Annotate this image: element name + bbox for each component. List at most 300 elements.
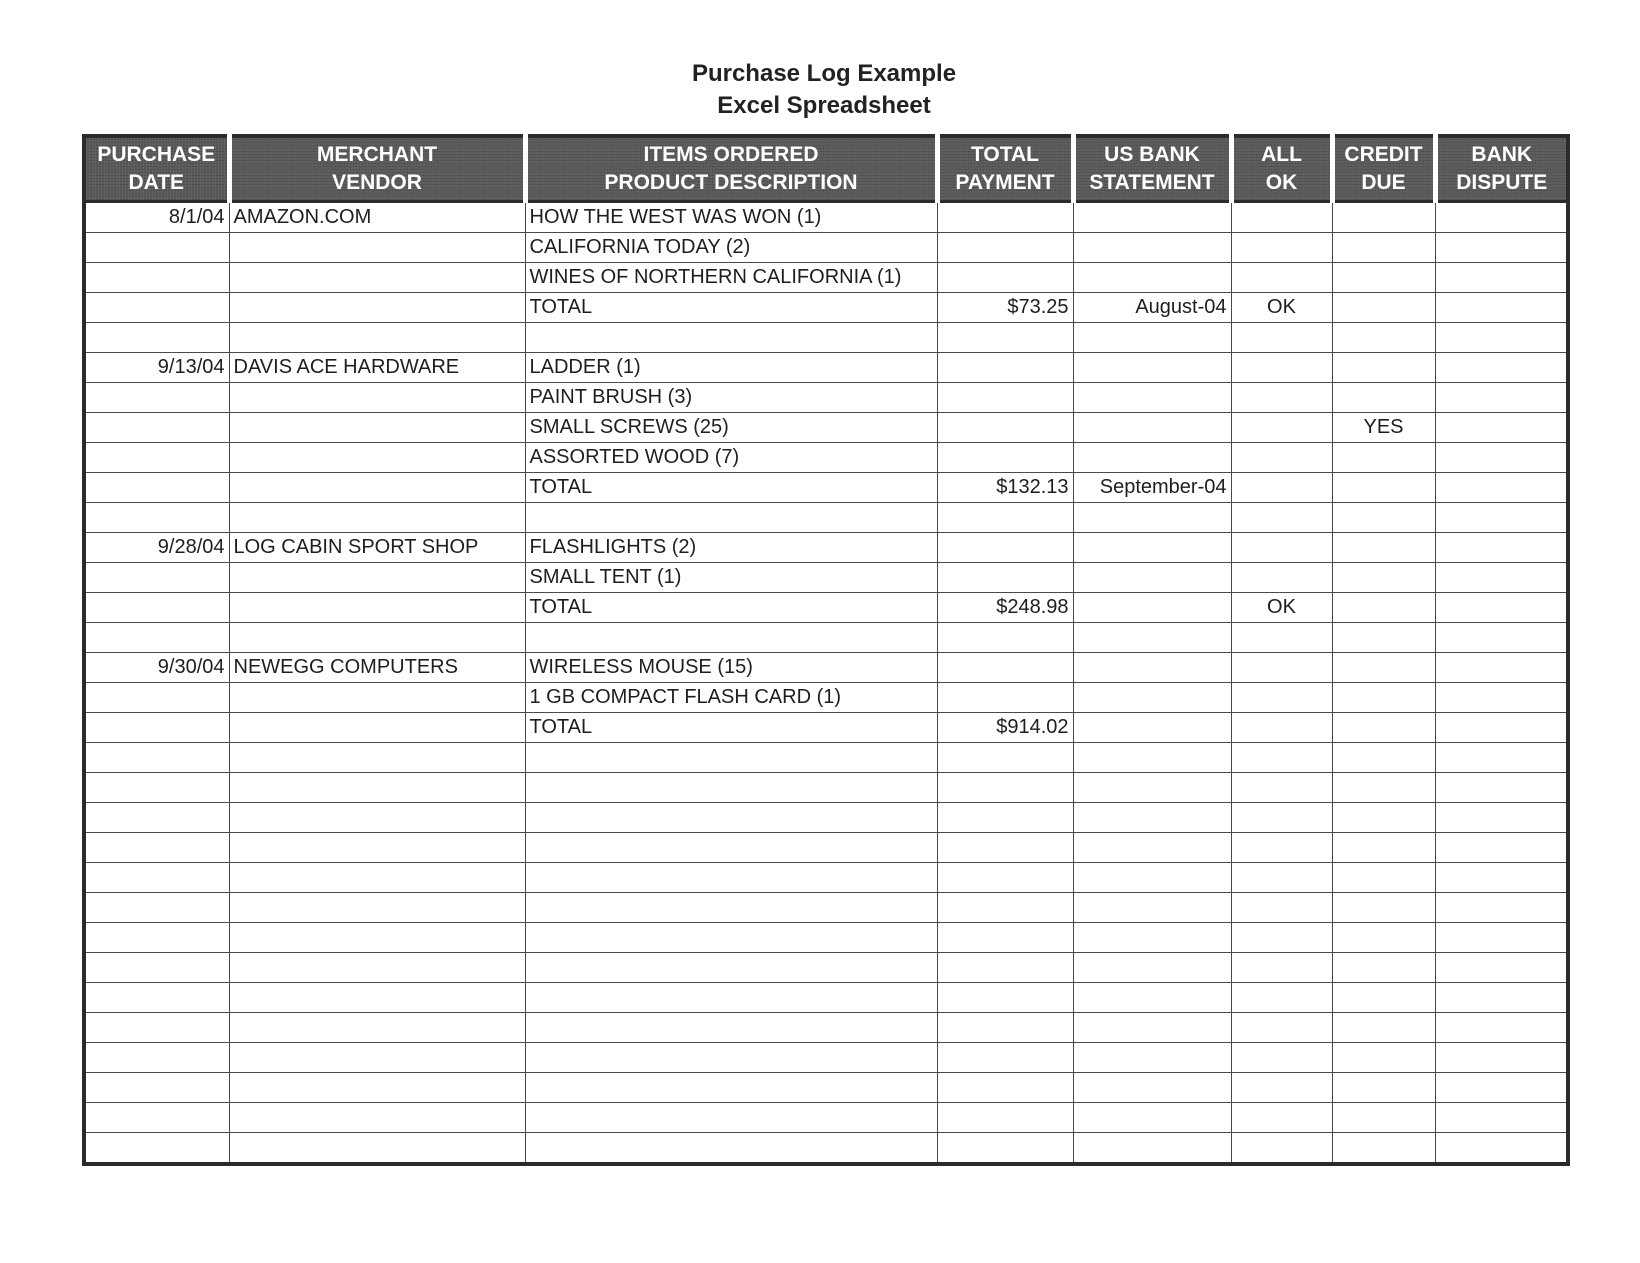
cell-credit xyxy=(1332,863,1435,893)
cell-dispute xyxy=(1435,323,1568,353)
cell-date xyxy=(84,893,229,923)
cell-dispute xyxy=(1435,803,1568,833)
column-header-line1: ITEMS ORDERED xyxy=(643,143,819,166)
cell-payment xyxy=(937,953,1073,983)
cell-dispute xyxy=(1435,893,1568,923)
cell-payment xyxy=(937,353,1073,383)
cell-date xyxy=(84,1013,229,1043)
cell-items xyxy=(525,743,937,773)
cell-credit xyxy=(1332,653,1435,683)
column-header-dispute xyxy=(1435,136,1568,202)
cell-vendor: LOG CABIN SPORT SHOP xyxy=(229,533,525,563)
cell-dispute xyxy=(1435,533,1568,563)
cell-items: SMALL TENT (1) xyxy=(525,563,937,593)
cell-ok xyxy=(1231,683,1332,713)
table-row xyxy=(84,653,1568,683)
cell-dispute xyxy=(1435,623,1568,653)
cell-credit xyxy=(1332,953,1435,983)
cell-items xyxy=(525,1013,937,1043)
cell-vendor xyxy=(229,293,525,323)
cell-credit xyxy=(1332,773,1435,803)
cell-credit xyxy=(1332,353,1435,383)
cell-ok xyxy=(1231,503,1332,533)
cell-vendor: NEWEGG COMPUTERS xyxy=(229,653,525,683)
cell-date: 9/13/04 xyxy=(84,353,229,383)
cell-dispute xyxy=(1435,743,1568,773)
cell-date xyxy=(84,413,229,443)
cell-bank xyxy=(1073,713,1231,743)
cell-vendor xyxy=(229,863,525,893)
cell-bank xyxy=(1073,353,1231,383)
cell-bank xyxy=(1073,413,1231,443)
table-row xyxy=(84,233,1568,263)
cell-items: TOTAL xyxy=(525,293,937,323)
cell-credit xyxy=(1332,533,1435,563)
cell-credit xyxy=(1332,1013,1435,1043)
cell-payment: $248.98 xyxy=(937,593,1073,623)
cell-bank xyxy=(1073,1073,1231,1103)
column-header-line2: OK xyxy=(1265,171,1298,194)
column-header-line1: PURCHASE xyxy=(97,143,216,166)
cell-vendor xyxy=(229,233,525,263)
cell-items xyxy=(525,1103,937,1133)
cell-payment: $132.13 xyxy=(937,473,1073,503)
cell-items xyxy=(525,1133,937,1165)
cell-date xyxy=(84,683,229,713)
table-row xyxy=(84,683,1568,713)
cell-items xyxy=(525,1043,937,1073)
cell-payment xyxy=(937,833,1073,863)
cell-bank xyxy=(1073,1013,1231,1043)
table-row xyxy=(84,383,1568,413)
cell-bank xyxy=(1073,953,1231,983)
table-row xyxy=(84,923,1568,953)
cell-bank xyxy=(1073,233,1231,263)
cell-date xyxy=(84,743,229,773)
cell-payment xyxy=(937,893,1073,923)
cell-payment xyxy=(937,1013,1073,1043)
cell-payment xyxy=(937,233,1073,263)
cell-ok: OK xyxy=(1231,293,1332,323)
cell-ok xyxy=(1231,953,1332,983)
cell-credit xyxy=(1332,263,1435,293)
cell-date xyxy=(84,713,229,743)
cell-dispute xyxy=(1435,1073,1568,1103)
cell-ok xyxy=(1231,1073,1332,1103)
column-header-line1: MERCHANT xyxy=(316,143,438,166)
cell-items xyxy=(525,773,937,803)
cell-items xyxy=(525,983,937,1013)
cell-dispute xyxy=(1435,503,1568,533)
cell-ok xyxy=(1231,803,1332,833)
table-row xyxy=(84,563,1568,593)
table-row xyxy=(84,623,1568,653)
cell-date xyxy=(84,263,229,293)
column-header-line1: US BANK xyxy=(1104,143,1200,166)
table-body xyxy=(84,202,1568,1165)
cell-vendor xyxy=(229,323,525,353)
table-row xyxy=(84,863,1568,893)
cell-payment xyxy=(937,803,1073,833)
cell-payment xyxy=(937,1043,1073,1073)
cell-date xyxy=(84,383,229,413)
cell-credit xyxy=(1332,593,1435,623)
cell-items: HOW THE WEST WAS WON (1) xyxy=(525,202,937,233)
cell-items xyxy=(525,623,937,653)
cell-date xyxy=(84,773,229,803)
cell-bank xyxy=(1073,923,1231,953)
cell-bank xyxy=(1073,653,1231,683)
cell-payment xyxy=(937,983,1073,1013)
cell-dispute xyxy=(1435,1103,1568,1133)
cell-date xyxy=(84,863,229,893)
cell-bank xyxy=(1073,383,1231,413)
cell-ok xyxy=(1231,413,1332,443)
cell-payment xyxy=(937,1073,1073,1103)
column-header-line2: DATE xyxy=(128,171,185,194)
cell-bank: August-04 xyxy=(1073,293,1231,323)
column-header-line1: BANK xyxy=(1471,143,1533,166)
cell-items: PAINT BRUSH (3) xyxy=(525,383,937,413)
cell-credit xyxy=(1332,713,1435,743)
cell-ok xyxy=(1231,623,1332,653)
cell-date xyxy=(84,323,229,353)
cell-dispute xyxy=(1435,1043,1568,1073)
cell-items: TOTAL xyxy=(525,593,937,623)
column-header-bank xyxy=(1073,136,1231,202)
cell-vendor xyxy=(229,1133,525,1165)
table-row xyxy=(84,743,1568,773)
cell-vendor xyxy=(229,503,525,533)
table-row xyxy=(84,1073,1568,1103)
cell-vendor xyxy=(229,743,525,773)
cell-vendor xyxy=(229,923,525,953)
table-row xyxy=(84,263,1568,293)
cell-bank: September-04 xyxy=(1073,473,1231,503)
cell-date xyxy=(84,623,229,653)
cell-bank xyxy=(1073,893,1231,923)
cell-dispute xyxy=(1435,1013,1568,1043)
cell-ok xyxy=(1231,1103,1332,1133)
cell-credit xyxy=(1332,503,1435,533)
column-header-payment xyxy=(937,136,1073,202)
cell-dispute xyxy=(1435,713,1568,743)
cell-credit xyxy=(1332,983,1435,1013)
cell-items: 1 GB COMPACT FLASH CARD (1) xyxy=(525,683,937,713)
cell-vendor xyxy=(229,983,525,1013)
cell-date xyxy=(84,563,229,593)
cell-ok xyxy=(1231,833,1332,863)
cell-bank xyxy=(1073,803,1231,833)
cell-bank xyxy=(1073,443,1231,473)
cell-items xyxy=(525,923,937,953)
cell-bank xyxy=(1073,1103,1231,1133)
cell-payment xyxy=(937,623,1073,653)
cell-vendor xyxy=(229,413,525,443)
column-header-line2: DISPUTE xyxy=(1456,171,1548,194)
cell-payment xyxy=(937,653,1073,683)
cell-bank xyxy=(1073,533,1231,563)
table-row xyxy=(84,413,1568,443)
cell-vendor xyxy=(229,1073,525,1103)
cell-items xyxy=(525,893,937,923)
table-row xyxy=(84,353,1568,383)
cell-dispute xyxy=(1435,863,1568,893)
table-row xyxy=(84,533,1568,563)
cell-payment xyxy=(937,923,1073,953)
cell-items xyxy=(525,953,937,983)
cell-date xyxy=(84,233,229,263)
cell-date xyxy=(84,953,229,983)
cell-payment xyxy=(937,443,1073,473)
cell-credit xyxy=(1332,1073,1435,1103)
column-header-line1: TOTAL xyxy=(970,143,1040,166)
cell-vendor xyxy=(229,593,525,623)
cell-ok xyxy=(1231,1133,1332,1165)
table-row xyxy=(84,503,1568,533)
column-header-line2: VENDOR xyxy=(332,171,422,194)
cell-items xyxy=(525,803,937,833)
cell-dispute xyxy=(1435,953,1568,983)
cell-bank xyxy=(1073,1133,1231,1165)
cell-dispute xyxy=(1435,233,1568,263)
cell-vendor xyxy=(229,473,525,503)
table-row xyxy=(84,1013,1568,1043)
cell-ok xyxy=(1231,563,1332,593)
column-header-line2: PAYMENT xyxy=(955,171,1055,194)
cell-credit xyxy=(1332,683,1435,713)
cell-dispute xyxy=(1435,383,1568,413)
cell-items: WINES OF NORTHERN CALIFORNIA (1) xyxy=(525,263,937,293)
column-header-ok xyxy=(1231,136,1332,202)
table-row xyxy=(84,293,1568,323)
cell-date: 9/30/04 xyxy=(84,653,229,683)
cell-bank xyxy=(1073,1043,1231,1073)
cell-bank xyxy=(1073,202,1231,233)
cell-vendor xyxy=(229,383,525,413)
cell-ok xyxy=(1231,323,1332,353)
cell-items xyxy=(525,1073,937,1103)
cell-bank xyxy=(1073,323,1231,353)
cell-credit xyxy=(1332,293,1435,323)
column-header-line2: DUE xyxy=(1361,171,1406,194)
cell-credit xyxy=(1332,323,1435,353)
cell-bank xyxy=(1073,833,1231,863)
cell-vendor xyxy=(229,623,525,653)
cell-dispute xyxy=(1435,293,1568,323)
cell-ok xyxy=(1231,1013,1332,1043)
cell-credit xyxy=(1332,1103,1435,1133)
cell-items: FLASHLIGHTS (2) xyxy=(525,533,937,563)
table-row xyxy=(84,713,1568,743)
cell-payment xyxy=(937,1103,1073,1133)
cell-items: WIRELESS MOUSE (15) xyxy=(525,653,937,683)
cell-ok xyxy=(1231,983,1332,1013)
cell-ok xyxy=(1231,923,1332,953)
table-row xyxy=(84,773,1568,803)
cell-vendor xyxy=(229,773,525,803)
cell-payment xyxy=(937,863,1073,893)
cell-date xyxy=(84,593,229,623)
cell-vendor xyxy=(229,803,525,833)
cell-ok xyxy=(1231,202,1332,233)
cell-payment xyxy=(937,503,1073,533)
table-row xyxy=(84,893,1568,923)
cell-items xyxy=(525,323,937,353)
cell-payment xyxy=(937,683,1073,713)
cell-credit xyxy=(1332,233,1435,263)
cell-ok xyxy=(1231,443,1332,473)
column-header-line1: CREDIT xyxy=(1344,143,1423,166)
cell-ok xyxy=(1231,233,1332,263)
title-block xyxy=(0,58,1640,122)
cell-payment xyxy=(937,413,1073,443)
cell-bank xyxy=(1073,563,1231,593)
column-header-items xyxy=(525,136,937,202)
table-row xyxy=(84,1133,1568,1165)
cell-ok xyxy=(1231,263,1332,293)
cell-dispute xyxy=(1435,563,1568,593)
cell-dispute xyxy=(1435,1133,1568,1165)
table-row xyxy=(84,323,1568,353)
cell-bank xyxy=(1073,623,1231,653)
cell-date xyxy=(84,1133,229,1165)
cell-vendor xyxy=(229,563,525,593)
cell-payment: $914.02 xyxy=(937,713,1073,743)
table-row xyxy=(84,983,1568,1013)
cell-ok xyxy=(1231,353,1332,383)
cell-vendor xyxy=(229,263,525,293)
cell-bank xyxy=(1073,743,1231,773)
cell-payment: $73.25 xyxy=(937,293,1073,323)
cell-credit xyxy=(1332,893,1435,923)
table-row xyxy=(84,833,1568,863)
cell-dispute xyxy=(1435,593,1568,623)
cell-items: TOTAL xyxy=(525,713,937,743)
table-row xyxy=(84,1043,1568,1073)
cell-credit: YES xyxy=(1332,413,1435,443)
cell-vendor xyxy=(229,833,525,863)
cell-payment xyxy=(937,323,1073,353)
cell-ok xyxy=(1231,863,1332,893)
cell-date xyxy=(84,1103,229,1133)
cell-dispute xyxy=(1435,683,1568,713)
cell-credit xyxy=(1332,1043,1435,1073)
header-row xyxy=(84,136,1568,202)
document-title: Purchase Log Example xyxy=(691,60,957,87)
cell-dispute xyxy=(1435,923,1568,953)
cell-bank xyxy=(1073,773,1231,803)
cell-dispute xyxy=(1435,443,1568,473)
cell-vendor xyxy=(229,953,525,983)
cell-ok xyxy=(1231,773,1332,803)
cell-bank xyxy=(1073,263,1231,293)
cell-credit xyxy=(1332,443,1435,473)
cell-date xyxy=(84,833,229,863)
cell-dispute xyxy=(1435,353,1568,383)
cell-vendor xyxy=(229,893,525,923)
column-header-date xyxy=(84,136,229,202)
cell-date xyxy=(84,923,229,953)
cell-dispute xyxy=(1435,202,1568,233)
cell-vendor: DAVIS ACE HARDWARE xyxy=(229,353,525,383)
cell-ok xyxy=(1231,533,1332,563)
purchase-log-table xyxy=(82,134,1570,1166)
cell-date xyxy=(84,983,229,1013)
cell-date xyxy=(84,1043,229,1073)
cell-payment xyxy=(937,383,1073,413)
cell-date xyxy=(84,443,229,473)
cell-items xyxy=(525,863,937,893)
cell-credit xyxy=(1332,923,1435,953)
cell-dispute xyxy=(1435,473,1568,503)
cell-date xyxy=(84,293,229,323)
cell-bank xyxy=(1073,683,1231,713)
cell-payment xyxy=(937,263,1073,293)
cell-payment xyxy=(937,563,1073,593)
cell-vendor xyxy=(229,1103,525,1133)
cell-items: CALIFORNIA TODAY (2) xyxy=(525,233,937,263)
cell-date xyxy=(84,473,229,503)
cell-bank xyxy=(1073,863,1231,893)
cell-items: ASSORTED WOOD (7) xyxy=(525,443,937,473)
table-row xyxy=(84,443,1568,473)
cell-payment xyxy=(937,743,1073,773)
cell-ok xyxy=(1231,893,1332,923)
table-row xyxy=(84,593,1568,623)
cell-ok xyxy=(1231,713,1332,743)
cell-payment xyxy=(937,773,1073,803)
cell-bank xyxy=(1073,503,1231,533)
cell-items xyxy=(525,833,937,863)
cell-vendor: AMAZON.COM xyxy=(229,202,525,233)
cell-credit xyxy=(1332,743,1435,773)
column-header-credit xyxy=(1332,136,1435,202)
table-row xyxy=(84,803,1568,833)
cell-items xyxy=(525,503,937,533)
table-row xyxy=(84,473,1568,503)
cell-ok: OK xyxy=(1231,593,1332,623)
table-row xyxy=(84,953,1568,983)
cell-items: TOTAL xyxy=(525,473,937,503)
cell-credit xyxy=(1332,202,1435,233)
cell-credit xyxy=(1332,803,1435,833)
cell-date xyxy=(84,1073,229,1103)
cell-ok xyxy=(1231,653,1332,683)
cell-dispute xyxy=(1435,263,1568,293)
cell-bank xyxy=(1073,593,1231,623)
cell-credit xyxy=(1332,563,1435,593)
cell-date xyxy=(84,803,229,833)
table-row xyxy=(84,202,1568,233)
cell-ok xyxy=(1231,473,1332,503)
cell-dispute xyxy=(1435,653,1568,683)
cell-ok xyxy=(1231,1043,1332,1073)
cell-credit xyxy=(1332,383,1435,413)
cell-date: 9/28/04 xyxy=(84,533,229,563)
column-header-line2: PRODUCT DESCRIPTION xyxy=(604,171,858,194)
cell-dispute xyxy=(1435,413,1568,443)
cell-credit xyxy=(1332,833,1435,863)
cell-date: 8/1/04 xyxy=(84,202,229,233)
cell-vendor xyxy=(229,1043,525,1073)
cell-credit xyxy=(1332,623,1435,653)
cell-dispute xyxy=(1435,983,1568,1013)
cell-items: SMALL SCREWS (25) xyxy=(525,413,937,443)
cell-vendor xyxy=(229,443,525,473)
cell-credit xyxy=(1332,1133,1435,1165)
cell-vendor xyxy=(229,683,525,713)
